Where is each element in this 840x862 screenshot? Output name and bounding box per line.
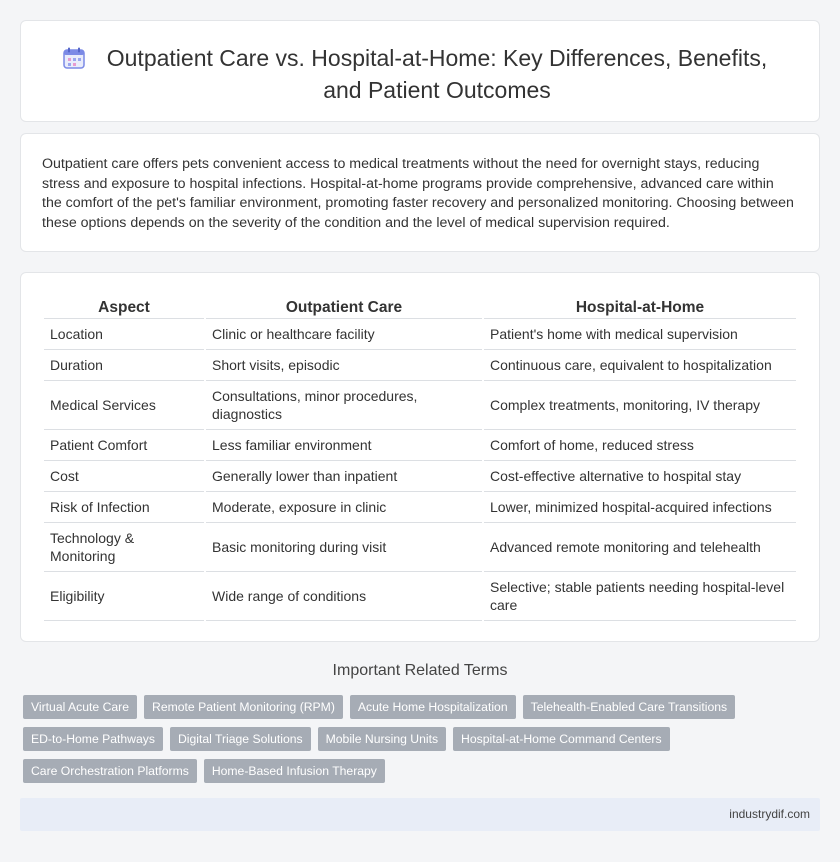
table-cell: Medical Services (44, 381, 204, 430)
tag-digital-triage-solutions[interactable]: Digital Triage Solutions (170, 727, 311, 751)
table-cell: Complex treatments, monitoring, IV therapy (484, 381, 796, 430)
table-cell: Generally lower than inpatient (206, 461, 482, 492)
table-cell: Clinic or healthcare facility (206, 319, 482, 350)
header-hospital-at-home: Hospital-at-Home (484, 295, 796, 319)
intro-paragraph: Outpatient care offers pets convenient access to medical treatments without the need for overnight stays, reducing stress and exposure to hospital infections. Hospital-at-home programs provide comprehensive, advanced care within the comfort of the pet's familiar environment, promoting faster recovery and personalized monitoring. Choosing between these options depends on the severity of the condition and the level of medical supervision required. (42, 156, 794, 231)
comparison-table (42, 295, 798, 621)
table-row (44, 572, 796, 621)
intro-card (20, 133, 820, 252)
table-cell: Wide range of conditions (206, 572, 482, 621)
table-row (44, 430, 796, 461)
table-row (44, 492, 796, 523)
title-card (20, 20, 820, 122)
table-cell: Cost (44, 461, 204, 492)
table-cell: Continuous care, equivalent to hospitalization (484, 350, 796, 381)
table-cell: Moderate, exposure in clinic (206, 492, 482, 523)
page-title: Outpatient Care vs. Hospital-at-Home: Key Differences, Benefits, and Patient Outcomes (106, 45, 768, 103)
table-header-row (44, 295, 796, 319)
table-cell: Comfort of home, reduced stress (484, 430, 796, 461)
table-row (44, 319, 796, 350)
related-terms-tags (23, 695, 783, 791)
tag-telehealth-care-transitions[interactable]: Telehealth-Enabled Care Transitions (523, 695, 735, 719)
table-row (44, 350, 796, 381)
table-cell: Short visits, episodic (206, 350, 482, 381)
table-cell: Eligibility (44, 572, 204, 621)
table-cell: Duration (44, 350, 204, 381)
table-cell: Consultations, minor procedures, diagnostics (206, 381, 482, 430)
table-cell: Lower, minimized hospital-acquired infections (484, 492, 796, 523)
table-cell: Advanced remote monitoring and telehealth (484, 523, 796, 572)
related-terms-title: Important Related Terms (332, 662, 508, 679)
tag-virtual-acute-care[interactable]: Virtual Acute Care (23, 695, 137, 719)
tag-ed-to-home-pathways[interactable]: ED-to-Home Pathways (23, 727, 163, 751)
tag-hospital-at-home-command-centers[interactable]: Hospital-at-Home Command Centers (453, 727, 670, 751)
table-cell: Technology & Monitoring (44, 523, 204, 572)
table-cell: Location (44, 319, 204, 350)
tag-acute-home-hospitalization[interactable]: Acute Home Hospitalization (350, 695, 516, 719)
header-outpatient: Outpatient Care (206, 295, 482, 319)
footer (20, 798, 820, 831)
comparison-table-card (20, 272, 820, 642)
table-cell: Basic monitoring during visit (206, 523, 482, 572)
table-cell: Patient Comfort (44, 430, 204, 461)
table-row (44, 461, 796, 492)
header-aspect: Aspect (44, 295, 204, 319)
table-cell: Less familiar environment (206, 430, 482, 461)
table-row (44, 381, 796, 430)
tag-home-based-infusion-therapy[interactable]: Home-Based Infusion Therapy (204, 759, 385, 783)
table-cell: Patient's home with medical supervision (484, 319, 796, 350)
tag-remote-patient-monitoring[interactable]: Remote Patient Monitoring (RPM) (144, 695, 343, 719)
table-cell: Risk of Infection (44, 492, 204, 523)
footer-site-link[interactable]: industrydif.com (729, 807, 810, 821)
table-cell: Selective; stable patients needing hospital-level care (484, 572, 796, 621)
tag-care-orchestration-platforms[interactable]: Care Orchestration Platforms (23, 759, 197, 783)
table-cell: Cost-effective alternative to hospital stay (484, 461, 796, 492)
tag-mobile-nursing-units[interactable]: Mobile Nursing Units (318, 727, 446, 751)
table-row (44, 523, 796, 572)
